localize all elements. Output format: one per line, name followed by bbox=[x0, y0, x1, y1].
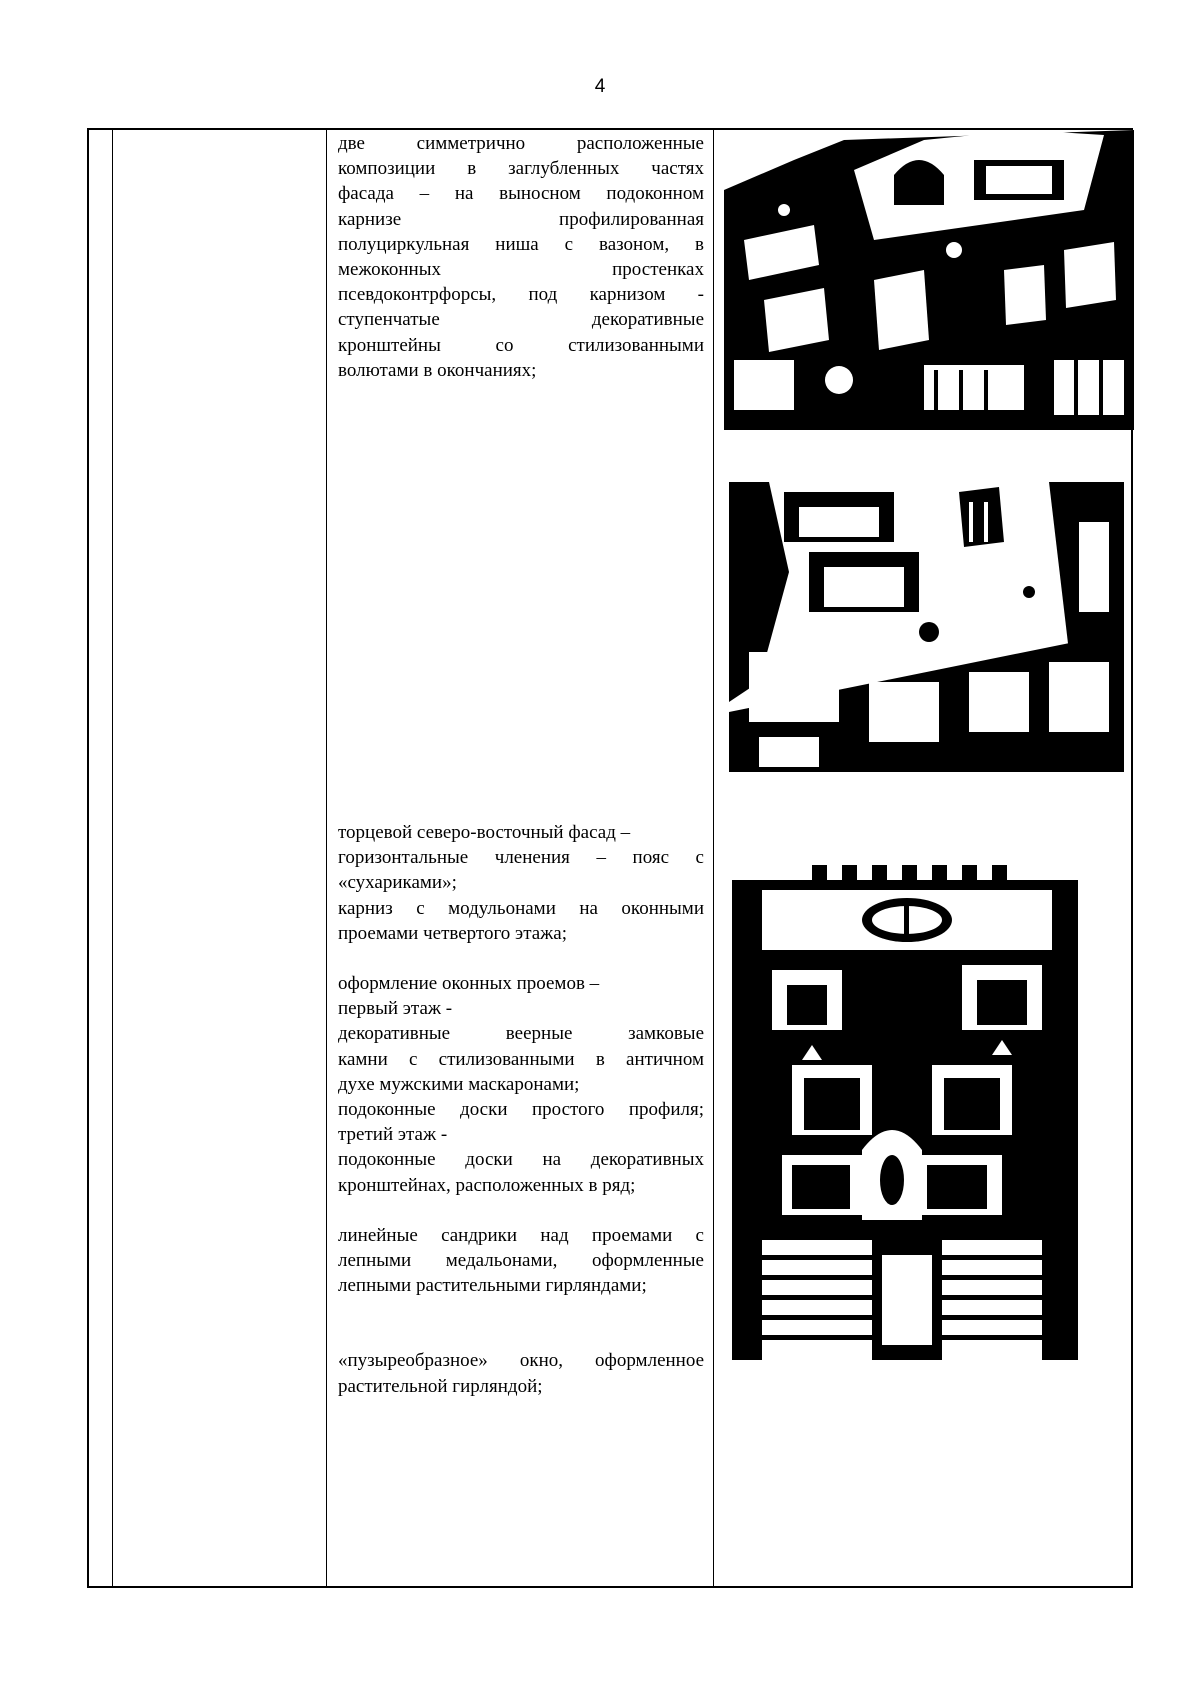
description-line: карнизе профилированная bbox=[338, 208, 704, 230]
description-line: линейные сандрики над проемами с bbox=[338, 1224, 704, 1246]
description-line: волютами в окончаниях; bbox=[338, 359, 537, 381]
description-line: первый этаж - bbox=[338, 998, 453, 1020]
description-line: декоративные веерные замковые bbox=[338, 1023, 704, 1045]
facade-photo-3 bbox=[732, 860, 1078, 1360]
description-line: горизонтальные членения – пояс с bbox=[338, 847, 704, 869]
column-divider-2 bbox=[326, 128, 327, 1588]
description-block-1 bbox=[338, 131, 704, 383]
column-divider-1 bbox=[112, 128, 113, 1588]
description-line: псевдоконтрфорсы, под карнизом - bbox=[338, 284, 704, 306]
description-line: камни с стилизованными в античном bbox=[338, 1048, 704, 1070]
description-line: кронштейны со стилизованными bbox=[338, 334, 704, 356]
description-line: проемами четвертого этажа; bbox=[338, 922, 568, 944]
description-line: две симметрично расположенные bbox=[338, 133, 704, 154]
description-line: «сухариками»; bbox=[338, 872, 457, 894]
description-line: третий этаж - bbox=[338, 1124, 448, 1146]
description-line: «пузыреобразное» окно, оформленное bbox=[338, 1350, 704, 1372]
description-line: кронштейнах, расположенных в ряд; bbox=[338, 1174, 636, 1196]
paragraph-gap bbox=[338, 1298, 704, 1323]
paragraph-gap bbox=[338, 1323, 704, 1348]
description-line: оформление оконных проемов – bbox=[338, 973, 600, 995]
description-line: лепными медальонами, оформленные bbox=[338, 1250, 704, 1272]
description-line: растительной гирляндой; bbox=[338, 1375, 543, 1397]
description-line: подоконные доски на декоративных bbox=[338, 1149, 704, 1171]
paragraph-gap bbox=[338, 946, 704, 971]
description-block-2 bbox=[338, 820, 704, 1399]
column-divider-3 bbox=[713, 128, 714, 1588]
description-line: фасада – на выносном подоконном bbox=[338, 183, 704, 205]
description-line: ступенчатые декоративные bbox=[338, 309, 704, 331]
paragraph-gap bbox=[338, 1198, 704, 1223]
description-line: межоконных простенках bbox=[338, 259, 704, 281]
facade-photo-2 bbox=[729, 482, 1124, 772]
page-number: 4 bbox=[594, 76, 606, 97]
description-line: композиции в заглубленных частях bbox=[338, 158, 704, 180]
description-line: подоконные доски простого профиля; bbox=[338, 1099, 704, 1121]
facade-photo-1 bbox=[724, 130, 1134, 430]
description-line: торцевой северо-восточный фасад – bbox=[338, 822, 631, 843]
description-line: карниз с модульонами на оконными bbox=[338, 897, 704, 919]
description-line: полуциркульная ниша с вазоном, в bbox=[338, 233, 704, 255]
description-line: духе мужскими маскаронами; bbox=[338, 1073, 580, 1095]
description-line: лепными растительными гирляндами; bbox=[338, 1275, 647, 1297]
